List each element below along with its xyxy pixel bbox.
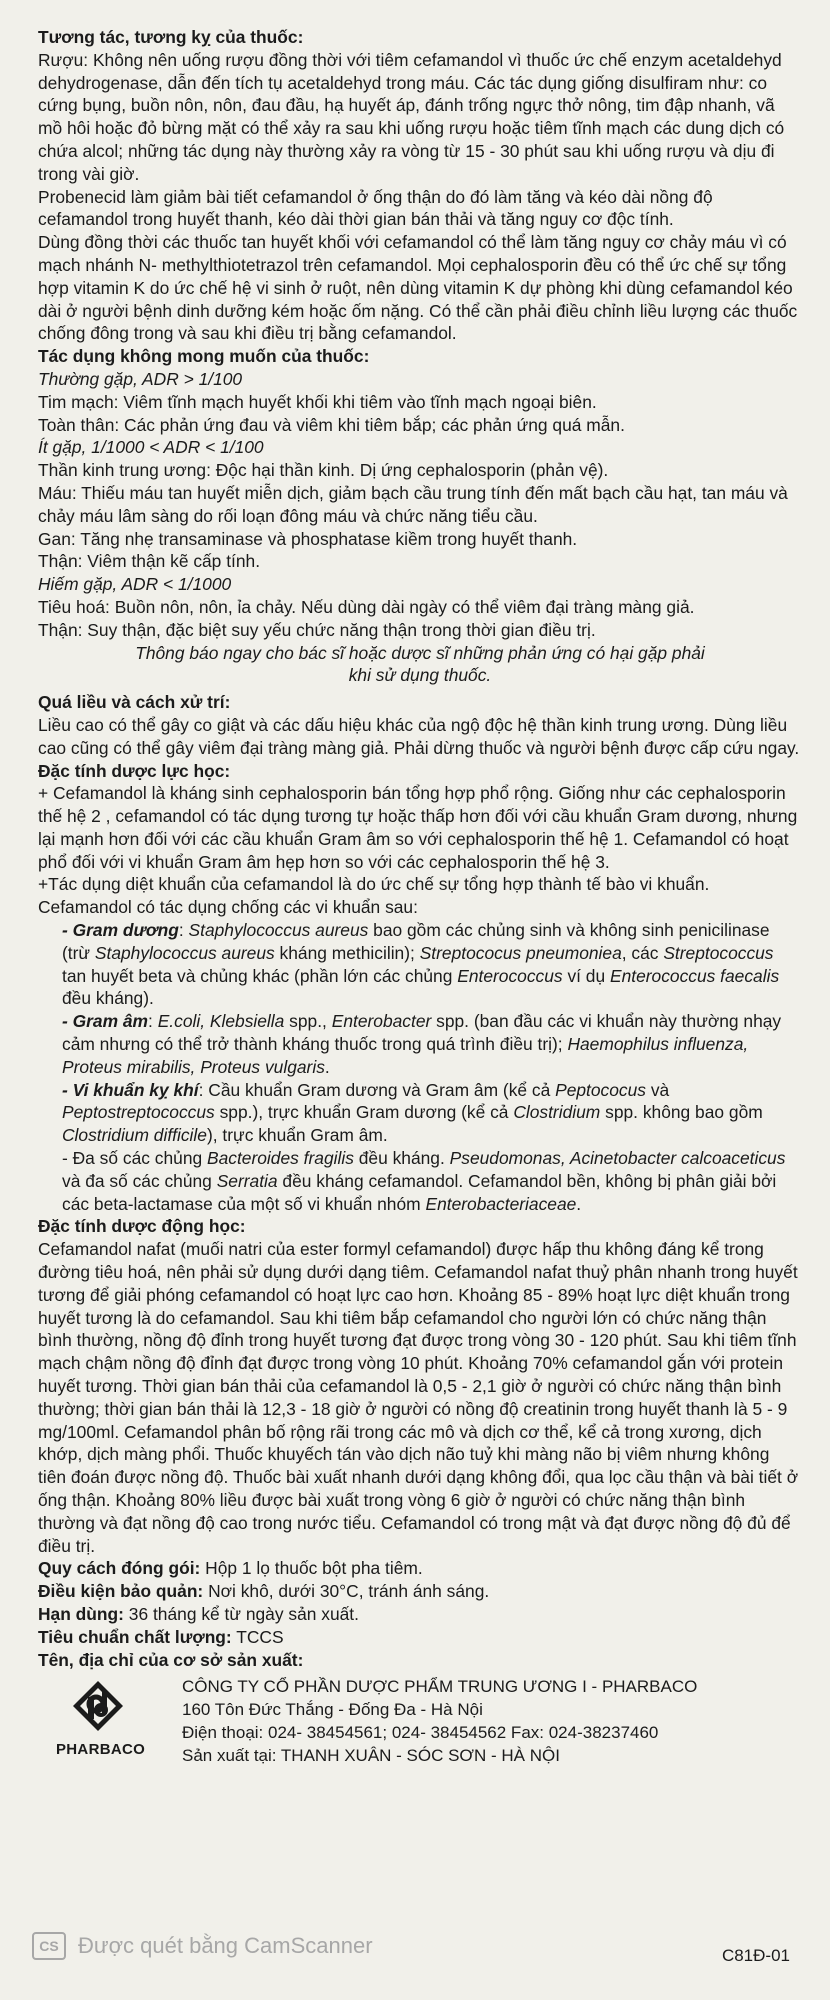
adverse-rare-1: Tiêu hoá: Buồn nôn, nôn, ỉa chảy. Nếu dùng dài ngày có thể viêm đại tràng màng giả. bbox=[38, 596, 695, 617]
gram-negative-item: - Gram âm: E.coli, Klebsiella spp., Enterobacter spp. (ban đầu các vi khuẩn này thường nhạy cảm nhưng có thể trở thành kháng thuốc trong quá trình điều trị); Haemophilus influenza, Proteus mirabilis, Proteus vulgaris. bbox=[62, 1011, 782, 1077]
adverse-title: Tác dụng không mong muốn của thuốc: bbox=[38, 346, 370, 367]
adverse-notice-line-1: Thông báo ngay cho bác sĩ hoặc dược sĩ những phản ứng có hại gặp phải bbox=[135, 642, 705, 663]
pharmacodynamics-p1: + Cefamandol là kháng sinh cephalosporin bán tổng hợp phổ rộng. Giống như các cephalosporin thế hệ 2 , cefamandol có tác dụng tương tự hoặc thấp hơn đối với cầu khuẩn Gram dương, nhưng lại mạnh hơn đối với các cầu khuẩn Gram âm so với cephalosporin thế hệ 1. Cefamandol có hoạt phổ đối với vi khuẩn Gram âm hẹp hơn so với các cephalosporin thế hệ 3. bbox=[38, 783, 798, 872]
standard-line: Tiêu chuẩn chất lượng: TCCS bbox=[38, 1626, 284, 1647]
company-address: 160 Tôn Đức Thắng - Đống Đa - Hà Nội bbox=[182, 1700, 483, 1720]
manufacturer-title: Tên, địa chỉ của cơ sở sản xuất: bbox=[38, 1649, 304, 1670]
interactions-alcohol: Rượu: Không nên uống rượu đồng thời với tiêm cefamandol vì thuốc ức chế enzym acetaldehyd dehydrogenase, dẫn đến tích tụ acetaldehyd trong máu. Các tác dụng giống disulfiram như: co cứng bụng, buồn nôn, nôn, đau đầu, hạ huyết áp, đánh trống ngực thở nông, tim đập nhanh, vã mồ hôi hoặc đỏ bừng mặt có thể xảy ra sau khi uống rượu hoặc tiêm tĩnh mạch các dung dịch có chứa alcol; những tác dụng này thường xảy ra vòng từ 15 - 30 phút sau khi uống rượu và dịu đi trong vài giờ. bbox=[38, 49, 785, 184]
adverse-uncommon-1: Thần kinh trung ương: Độc hại thần kinh. Dị ứng cephalosporin (phản vệ). bbox=[38, 460, 609, 481]
interactions-title: Tương tác, tương kỵ của thuốc: bbox=[38, 27, 304, 47]
pharbaco-logo bbox=[56, 1679, 146, 1762]
logo-label: PHARBACO bbox=[56, 1741, 146, 1759]
pharmacodynamics-title: Đặc tính dược lực học: bbox=[38, 760, 231, 781]
camscanner-text: Được quét bằng CamScanner bbox=[78, 1933, 373, 1958]
gram-positive-item: - Gram dương: Staphylococcus aureus bao gồm các chủng sinh và không sinh penicilinase (trừ Staphylococcus aureus kháng methicilin); Streptococus pneumoniea, các Streptococcus tan huyết beta và chủng khác (phần lớn các chủng Enterococcus ví dụ Enterococcus faecalis đều kháng). bbox=[62, 920, 780, 1009]
adverse-uncommon-3: Gan: Tăng nhẹ transaminase và phosphatase kiềm trong huyết thanh. bbox=[38, 528, 578, 549]
overdose-text: Liều cao có thể gây co giật và các dấu hiệu khác của ngộ độc hệ thần kinh trung ương. Dùng liều cao cũng có thể gây viêm đại tràng màng giả. Phải dừng thuốc và người bệnh được cấp cứu ngay. bbox=[38, 714, 800, 758]
adverse-uncommon-4: Thận: Viêm thận kẽ cấp tính. bbox=[38, 551, 261, 572]
company-phone: Điện thoại: 024- 38454561; 024- 38454562 Fax: 024-38237460 bbox=[182, 1723, 659, 1743]
adverse-rare-label: Hiếm gặp, ADR < 1/1000 bbox=[38, 574, 232, 595]
adverse-rare-2: Thận: Suy thận, đặc biệt suy yếu chức năng thận trong thời gian điều trị. bbox=[38, 619, 596, 640]
adverse-notice-line-2: khi sử dụng thuốc. bbox=[348, 665, 492, 686]
manufacturer-block bbox=[38, 1675, 802, 1795]
document-body bbox=[38, 26, 802, 1795]
interactions-probenecid: Probenecid làm giảm bài tiết cefamandol ở ống thận do đó làm tăng và kéo dài nồng độ cefamandol trong huyết thanh, kéo dài thời gian bán thải và tăng nguy cơ độc tính. bbox=[38, 186, 713, 230]
adverse-uncommon-2: Máu: Thiếu máu tan huyết miễn dịch, giảm bạch cầu trung tính đến mất bạch cầu hạt, tan máu và chảy máu lâm sàng do rối loạn đông máu và chức năng tiểu cầu. bbox=[38, 482, 788, 526]
packaging-line: Quy cách đóng gói: Hộp 1 lọ thuốc bột pha tiêm. bbox=[38, 1558, 423, 1579]
pharmacokinetics-text: Cefamandol nafat (muối natri của ester formyl cefamandol) được hấp thu không đáng kể trong đường tiêu hoá, nên phải sử dụng dưới dạng tiêm. Cefamandol nafat thuỷ phân nhanh trong huyết tương để giải phóng cefamandol có hoạt lực cao hơn. Khoảng 85 - 89% hoạt lực diệt khuẩn trong huyết tương là do cefamandol. Sau khi tiêm bắp cefamandol cho người lớn có chức năng thận bình thường, nồng độ đỉnh trong huyết tương đạt được trong vòng 30 - 120 phút. Sau khi tiêm tĩnh mạch chậm nồng độ đỉnh đạt được trong vòng 10 phút. Khoảng 70% cefamandol gắn với protein huyết tương. Thời gian bán thải của cefamandol là 0,5 - 2,1 giờ ở người có chức năng thận bình thường; thời gian bán thải là 12,3 - 18 giờ ở người có nồng độ creatinin trong huyết thanh là 5 - 9 mg/100ml. Cefamandol phân bố rộng rãi trong các mô và dịch cơ thể, kể cả trong xương, dịch khớp, dịch màng phổi. Thuốc khuyếch tán vào dịch não tuỷ khi màng não bị viêm nhưng không tiên đoán được nồng độ. Thuốc bài xuất nhanh dưới dạng không đổi, qua lọc cầu thận và bài tiết ở ống thận. Khoảng 80% liều được bài xuất trong vòng 6 giờ ở người có chức năng thận bình thường và đạt nồng độ cao trong nước tiểu. Cefamandol có trong mật và đạt được nồng độ đủ để điều trị. bbox=[38, 1239, 799, 1556]
interactions-thrombolytics: Dùng đồng thời các thuốc tan huyết khối với cefamandol có thể làm tăng nguy cơ chảy máu vì có mạch nhánh N- methylthiotetrazol trên cefamandol. Mọi cephalosporin đều có thể ức chế sự tổng hợp vitamin K do ức chế hệ vi sinh ở ruột, nên dùng vitamin K dự phòng khi dùng cefamandol kéo dài ở người bệnh dinh dưỡng kém hoặc ốm nặng. Có thể cần phải điều chỉnh liều lượng các thuốc chống đông trong và sau khi điều trị bằng cefamandol. bbox=[38, 232, 798, 344]
pharmacokinetics-title: Đặc tính dược động học: bbox=[38, 1216, 246, 1237]
anaerobes-item: - Vi khuẩn kỵ khí: Cầu khuẩn Gram dương và Gram âm (kể cả Peptococus và Peptostreptococcus spp.), trực khuẩn Gram dương (kể cả Clostridium spp. không bao gồm Clostridium difficile), trực khuẩn Gram âm. bbox=[62, 1079, 763, 1146]
overdose-title: Quá liều và cách xử trí: bbox=[38, 692, 231, 713]
company-factory: Sản xuất tại: THANH XUÂN - SÓC SƠN - HÀ NỘI bbox=[182, 1746, 560, 1766]
adverse-common-label: Thường gặp, ADR > 1/100 bbox=[38, 368, 243, 389]
document-code: C81Đ-01 bbox=[721, 1946, 790, 1965]
adverse-common-1: Tim mạch: Viêm tĩnh mạch huyết khối khi tiêm vào tĩnh mạch ngoại biên. bbox=[38, 391, 597, 412]
camscanner-watermark bbox=[32, 1932, 373, 1960]
company-info bbox=[182, 1675, 697, 1767]
camscanner-logo-icon: CS bbox=[32, 1932, 66, 1960]
pharbaco-logo-icon bbox=[71, 1679, 125, 1733]
company-name: CÔNG TY CỔ PHẦN DƯỢC PHẨM TRUNG ƯƠNG I - PHARBACO bbox=[182, 1677, 698, 1697]
resistant-item: - Đa số các chủng Bacteroides fragilis đều kháng. Pseudomonas, Acinetobacter calcoaceticus và đa số các chủng Serratia đều kháng cefamandol. Cefamandol bền, không bị phân giải bởi các beta-lactamase của một số vi khuẩn nhóm Enterobacteriaceae. bbox=[62, 1148, 786, 1214]
adverse-uncommon-label: Ít gặp, 1/1000 < ADR < 1/100 bbox=[38, 437, 264, 458]
pharmacodynamics-p2: +Tác dụng diệt khuẩn của cefamandol là do ức chế sự tổng hợp thành tế bào vi khuẩn. Cefamandol có tác dụng chống các vi khuẩn sau: bbox=[38, 874, 710, 918]
expiry-line: Hạn dùng: 36 tháng kể từ ngày sản xuất. bbox=[38, 1603, 359, 1624]
adverse-common-2: Toàn thân: Các phản ứng đau và viêm khi tiêm bắp; các phản ứng quá mẫn. bbox=[38, 414, 625, 435]
storage-line: Điều kiện bảo quản: Nơi khô, dưới 30°C, tránh ánh sáng. bbox=[38, 1581, 490, 1602]
